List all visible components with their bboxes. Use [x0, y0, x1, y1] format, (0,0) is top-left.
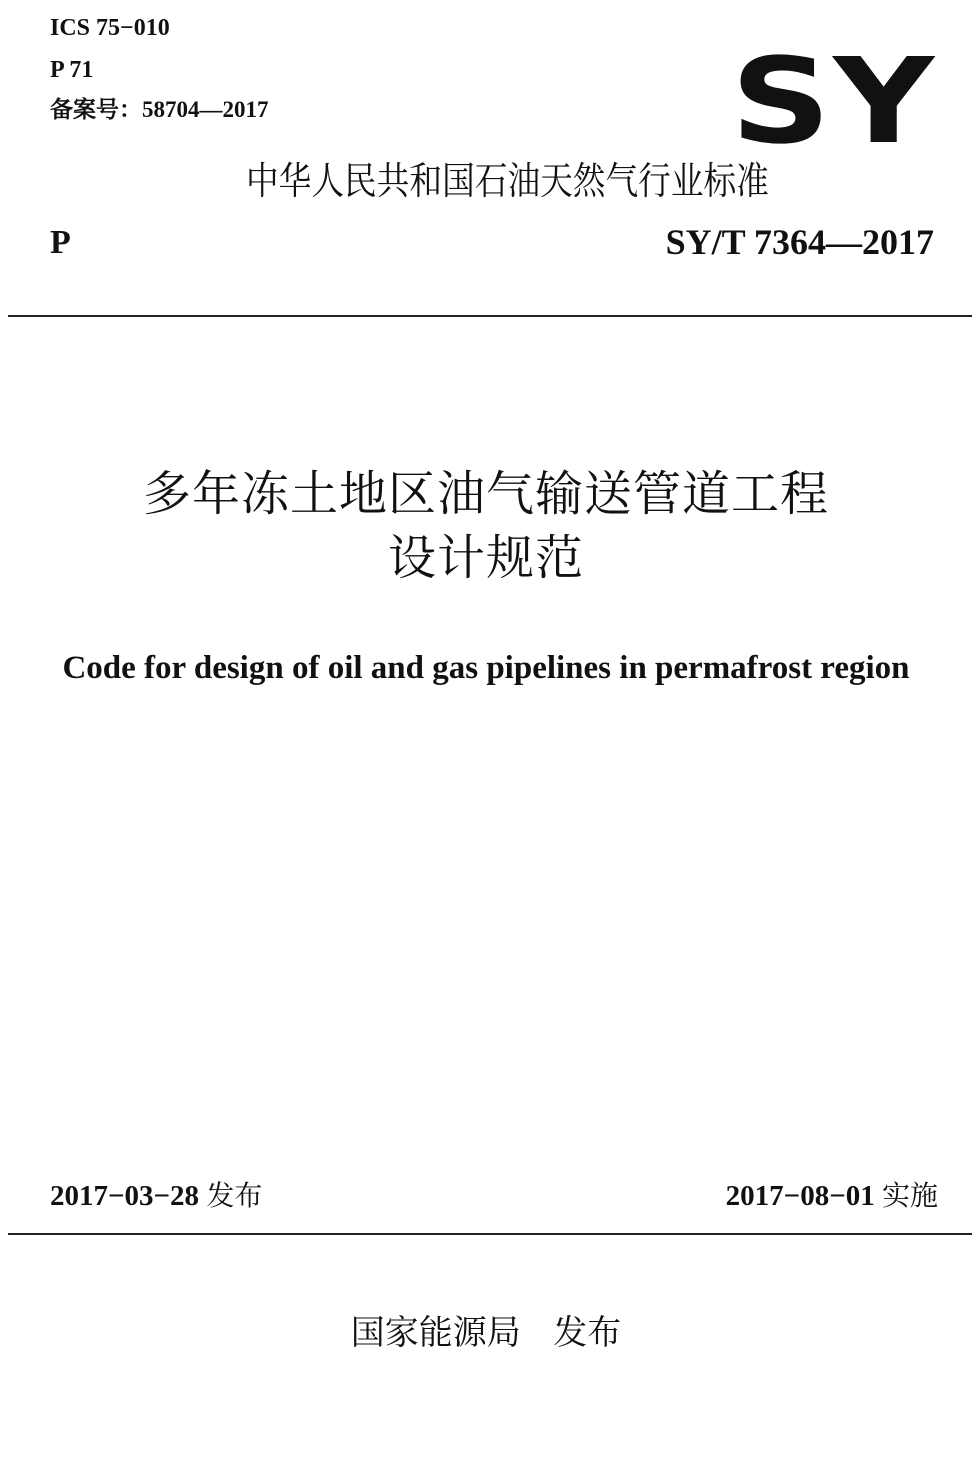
ccs-code: P 71: [50, 57, 94, 83]
filing-label: 备案号：: [50, 97, 142, 122]
top-divider: [8, 315, 972, 317]
issue-date: [50, 1179, 263, 1212]
chinese-title-line2: 设计规范: [387, 530, 584, 586]
issuer-name: 国家能源局: [350, 1313, 521, 1353]
implementation-date-label: 实施: [881, 1179, 938, 1212]
issue-date-label: 发布: [206, 1179, 263, 1212]
sy-logo: SY: [730, 32, 936, 170]
industry-standard-title: 中华人民共和国石油天然气行业标准: [246, 159, 769, 203]
standard-code: SY/T 7364—2017: [665, 222, 934, 262]
implementation-date-value: 2017−08−01: [725, 1180, 875, 1212]
filing-value: 58704—2017: [142, 97, 269, 122]
issuer-label: 发布: [553, 1313, 622, 1353]
ics-code: ICS 75−010: [50, 15, 170, 41]
issuing-authority: [0, 1313, 972, 1353]
bottom-divider: [8, 1233, 972, 1235]
implementation-date: [725, 1179, 938, 1212]
chinese-title-line1: 多年冻土地区油气输送管道工程: [142, 466, 829, 522]
filing-number: [50, 98, 269, 121]
classification-letter: P: [50, 224, 71, 261]
issue-date-value: 2017−03−28: [50, 1180, 200, 1212]
english-title: Code for design of oil and gas pipelines in permafrost region: [62, 650, 910, 686]
